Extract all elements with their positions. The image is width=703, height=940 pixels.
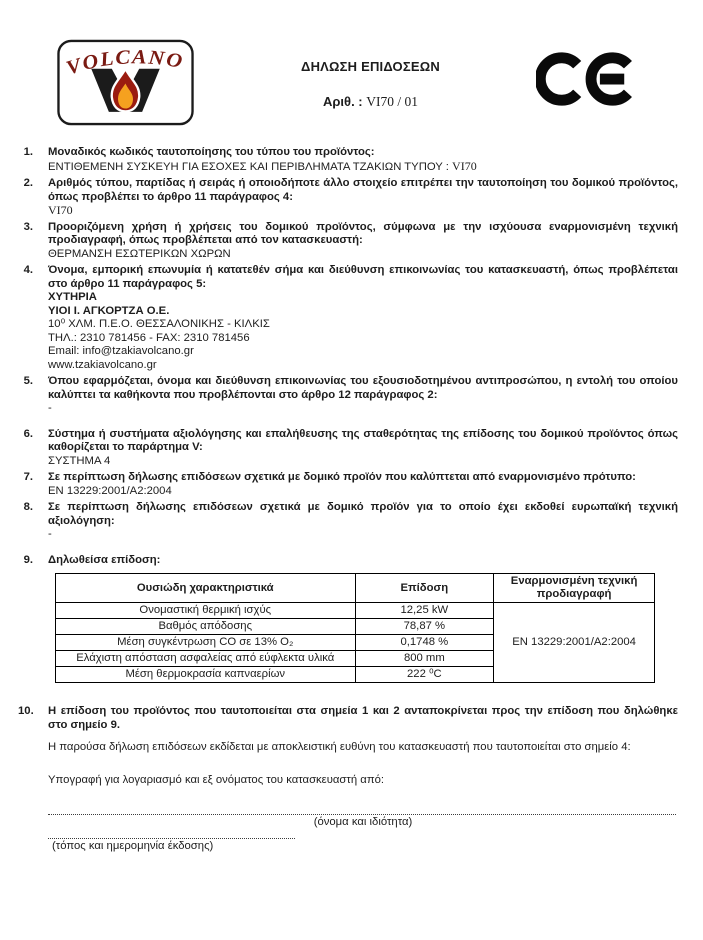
manufacturer-website: www.tzakiavolcano.gr: [48, 358, 157, 371]
clause-7: [18, 471, 678, 498]
title-block: [248, 60, 493, 108]
clause-number: 5.: [23, 375, 33, 387]
row-value: 12,25 kW: [355, 603, 494, 619]
clause-list: [18, 146, 678, 856]
table-row: [56, 603, 655, 619]
row-value: 0,1748 %: [355, 635, 494, 651]
clause-10: [18, 705, 678, 853]
signature-name-label: (όνομα και ιδιότητα): [313, 816, 413, 828]
clause-number: 1.: [23, 146, 33, 158]
document-number: [248, 95, 493, 109]
clause-number: 3.: [23, 220, 33, 233]
signature-intro: Υπογραφή για λογαριασμό και εξ ονόματος του κατασκευαστή από:: [48, 773, 385, 786]
clause-4: [18, 264, 678, 372]
header-characteristics: Ουσιώδη χαρακτηριστικά: [56, 574, 356, 603]
clause-6-heading: Σύστημα ή συστήματα αξιολόγησης και επαλήθευσης της σταθερότητας της επίδοσης του δομικού προϊόντος όπως καθορίζεται το παράρτημα V:: [48, 427, 678, 453]
manufacturer-email: Email: info@tzakiavolcano.gr: [48, 345, 194, 357]
clause-3-heading: Προοριζόμενη χρήση ή χρήσεις του δομικού προϊόντος, σύμφωνα με την ισχύουσα εναρμονισμένη τεχνική προδιαγραφή, όπως προβλέπεται από τον κατασκευαστή:: [48, 220, 678, 246]
header-technical-spec: Εναρμονισμένη τεχνική προδιαγραφή: [494, 574, 655, 603]
clause-number: 9.: [23, 553, 33, 566]
clause-1-value: [48, 160, 678, 175]
document-title: ΔΗΛΩΣΗ ΕΠΙΔΟΣΕΩΝ: [301, 59, 440, 74]
clause-1: [18, 146, 678, 174]
row-value: 78,87 %: [355, 619, 494, 635]
performance-table: [55, 573, 655, 683]
manufacturer-phone-fax: ΤΗΛ.: 2310 781456 - FAX: 2310 781456: [48, 331, 250, 344]
clause-7-heading: Σε περίπτωση δήλωσης επιδόσεων σχετικά με δομικό προϊόν που καλύπτεται από εναρμονισμένο πρότυπο:: [48, 471, 636, 483]
signature-line-name: [48, 813, 676, 815]
row-characteristic: Ελάχιστη απόσταση ασφαλείας από εύφλεκτα υλικά: [56, 651, 356, 667]
clause-1-heading: Μοναδικός κωδικός ταυτοποίησης του τύπου του προϊόντος:: [48, 146, 375, 158]
product-type-text: ΕΝΤΙΘΕΜΕΝΗ ΣΥΣΚΕΥΗ ΓΙΑ ΕΣΟΧΕΣ ΚΑΙ ΠΕΡΙΒΛΗΜΑΤΑ ΤΖΑΚΙΩΝ ΤΥΠΟΥ :: [48, 160, 453, 173]
clause-number: 10.: [18, 705, 34, 717]
row-value: 800 mm: [355, 651, 494, 667]
harmonised-spec-cell: EN 13229:2001/A2:2004: [494, 603, 655, 683]
table-header-row: [56, 574, 655, 603]
clause-2: [18, 177, 678, 218]
clause-5-heading: Όπου εφαρμόζεται, όνομα και διεύθυνση επικοινωνίας του εξουσιοδοτημένου αντιπροσώπου, η εντολή του οποίου καλύπτει τα καθήκοντα που προβλέπονται στο άρθρο 12 παράγραφος 2:: [48, 375, 678, 401]
volcano-logo: [57, 39, 194, 126]
manufacturer-address: 10⁰ ΧΛΜ. Π.Ε.Ο. ΘΕΣΣΑΛΟΝΙΚΗΣ - ΚΙΛΚΙΣ: [48, 318, 270, 330]
clause-7-value: EN 13229:2001/A2:2004: [48, 484, 172, 497]
clause-number: 7.: [23, 471, 33, 483]
clause-6-value: ΣΥΣΤΗΜΑ 4: [48, 454, 111, 467]
manufacturer-brand: ΧΥΤΗΡΙΑ: [48, 291, 97, 303]
clause-number: 4.: [23, 264, 33, 276]
clause-3: [18, 221, 678, 262]
row-value: 222 ⁰C: [355, 667, 494, 683]
clause-2-heading: Αριθμός τύπου, παρτίδας ή σειράς ή οποιοδήποτε άλλο στοιχείο επιτρέπει την ταυτοποίηση του δομικού προϊόντος, όπως προβλέπει το άρθρο 11 παράγραφος 4:: [48, 177, 678, 203]
clause-2-value: VI70: [48, 203, 73, 217]
clause-8: [18, 501, 678, 542]
clause-4-heading: Όνομα, εμπορική επωνυμία ή κατατεθέν σήμα και διεύθυνση επικοινωνίας του κατασκευαστή, όπως προβλέπεται στο άρθρο 11 παράγραφος 5:: [48, 264, 678, 290]
responsibility-paragraph: Η παρούσα δήλωση επιδόσεων εκδίδεται με αποκλειστική ευθύνη του κατασκευαστή που ταυτοποιείται στο σημείο 4:: [48, 741, 631, 753]
signature-place-label: (τόπος και ημερομηνία έκδοσης): [52, 839, 214, 852]
header-performance: Επίδοση: [355, 574, 494, 603]
product-code: VI70: [452, 158, 477, 173]
ce-mark-icon: [536, 50, 641, 108]
clause-10-heading: Η επίδοση του προϊόντος που ταυτοποιείται στα σημεία 1 και 2 ανταποκρίνεται προς την επίδοση που δηλώθηκε στο σημείο 9.: [48, 705, 678, 731]
clause-8-heading: Σε περίπτωση δήλωσης επιδόσεων σχετικά με δομικό προϊόν για το οποίο έχει εκδοθεί ευρωπαϊκή τεχνική αξιολόγηση:: [48, 501, 678, 527]
clause-9-heading: Δηλωθείσα επίδοση:: [48, 553, 161, 566]
volcano-logo-icon: [57, 39, 194, 126]
row-characteristic: Μέση θερμοκρασία καπναερίων: [56, 667, 356, 683]
signature-line-place: [48, 837, 295, 839]
clause-number: 8.: [23, 501, 33, 513]
row-characteristic: Ονομαστική θερμική ισχύς: [56, 603, 356, 619]
manufacturer-name: ΥΙΟΙ Ι. ΑΓΚΟΡΤΖΑ Ο.Ε.: [48, 304, 170, 317]
logo-brand-text: VOLCANO: [63, 46, 185, 80]
clause-number: 2.: [23, 177, 33, 189]
clause-8-value: -: [48, 528, 52, 540]
clause-3-value: ΘΕΡΜΑΝΣΗ ΕΣΩΤΕΡΙΚΩΝ ΧΩΡΩΝ: [48, 247, 231, 260]
row-characteristic: Μέση συγκέντρωση CO σε 13% O₂: [56, 635, 356, 651]
clause-number: 6.: [23, 427, 33, 440]
clause-5: [18, 375, 678, 416]
document-number-value: VI70 / 01: [366, 93, 418, 109]
clause-6: [18, 428, 678, 469]
performance-table-block: [18, 573, 678, 683]
clause-9: [18, 554, 678, 568]
clause-5-value: -: [48, 402, 52, 414]
document-number-label: Αριθ. :: [323, 93, 363, 109]
row-characteristic: Βαθμός απόδοσης: [56, 619, 356, 635]
ce-mark: [536, 50, 641, 108]
